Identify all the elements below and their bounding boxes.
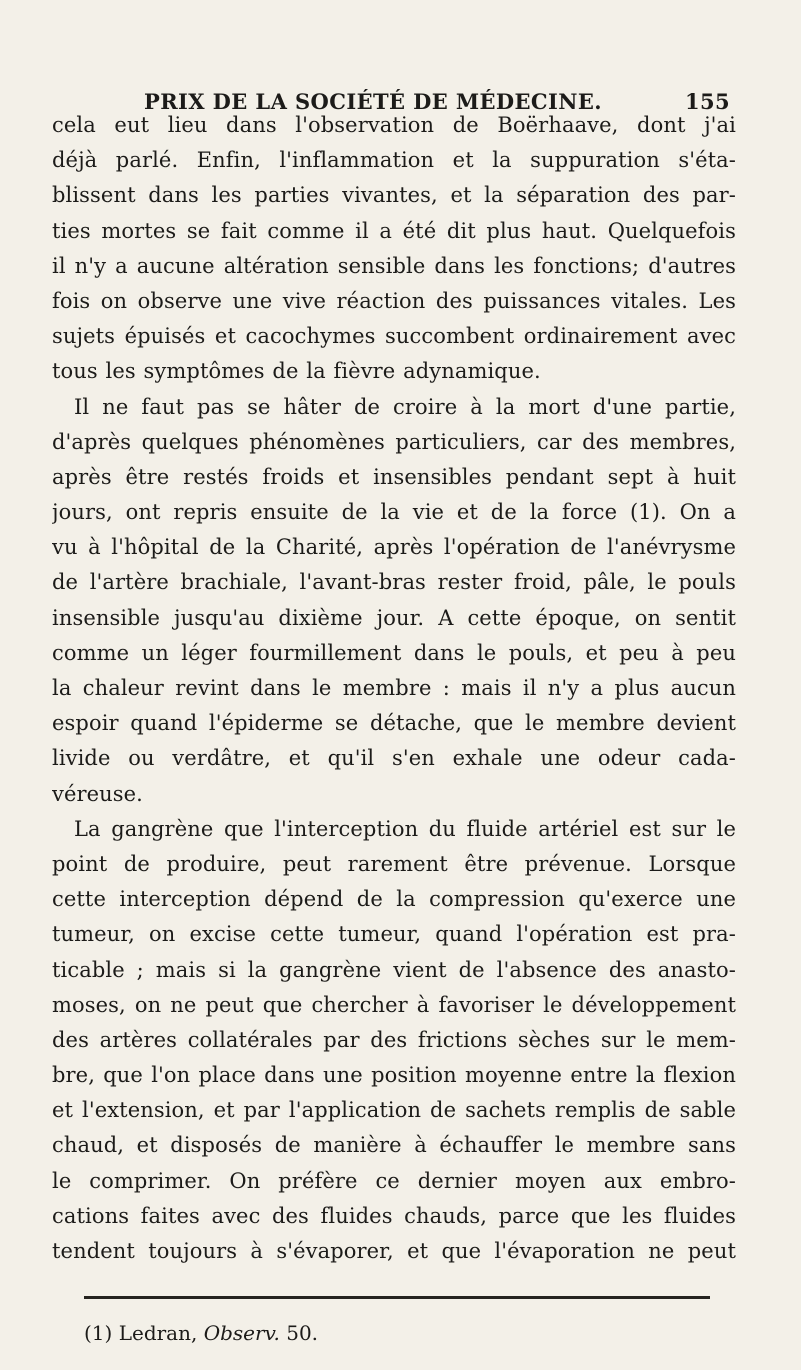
footnote-marker: (1)	[84, 1321, 113, 1345]
text-line: des artères collatérales par des frictions sèches sur le mem-	[52, 1027, 736, 1052]
text-line: après être restés froids et insensibles pendant sept à huit	[52, 464, 736, 489]
footnote-work: Observ.	[203, 1321, 280, 1345]
footnote-rule	[84, 1296, 710, 1299]
text-line: insensible jusqu'au dixième jour. A cette époque, on sentit	[52, 605, 736, 630]
footnote-author: Ledran,	[118, 1321, 198, 1345]
text-line: tumeur, on excise cette tumeur, quand l'opération est pra-	[52, 922, 736, 947]
text-line: livide ou verdâtre, et qu'il s'en exhale une odeur cada-	[52, 746, 736, 771]
text-line: jours, ont repris ensuite de la vie et de la force (1). On a	[52, 500, 736, 525]
text-line: ties mortes se fait comme il a été dit plus haut. Quelquefois	[52, 218, 736, 243]
text-line: d'après quelques phénomènes particuliers, car des membres,	[52, 429, 736, 454]
text-line: la chaleur revint dans le membre : mais il n'y a plus aucun	[52, 676, 736, 700]
text-line: cela eut lieu dans l'observation de Boërhaave, dont j'ai	[52, 113, 736, 137]
footnote	[84, 1321, 318, 1345]
text-line: il n'y a aucune altération sensible dans les fonctions; d'autres	[52, 253, 736, 278]
text-line: sujets épuisés et cacochymes succombent ordinairement avec	[52, 324, 736, 349]
text-line: moses, on ne peut que chercher à favoriser le développement	[52, 992, 736, 1017]
paragraph	[52, 108, 736, 390]
running-title: PRIX DE LA SOCIÉTÉ DE MÉDECINE.	[144, 89, 602, 114]
text-line: cations faites avec des fluides chauds, parce que les fluides	[52, 1203, 736, 1228]
text-line: chaud, et disposés de manière à échauffer le membre sans	[52, 1133, 736, 1158]
footnote-ref: 50.	[286, 1321, 319, 1345]
text-line: ticable ; mais si la gangrène vient de l'absence des anasto-	[52, 957, 736, 982]
text-line: véreuse.	[52, 781, 143, 806]
paragraphs	[52, 108, 736, 1269]
text-line: de l'artère brachiale, l'avant-bras rester froid, pâle, le pouls	[52, 570, 736, 595]
text-line: déjà parlé. Enfin, l'inflammation et la suppuration s'éta-	[52, 148, 736, 173]
text-line: vu à l'hôpital de la Charité, après l'opération de l'anévrysme	[52, 535, 736, 560]
text-line: espoir quand l'épiderme se détache, que le membre devient	[52, 711, 736, 736]
text-line: point de produire, peut rarement être prévenue. Lorsque	[52, 851, 736, 876]
paragraph	[52, 812, 736, 1269]
text-line: tendent toujours à s'évaporer, et que l'évaporation ne peut	[52, 1239, 736, 1263]
text-line: fois on observe une vive réaction des puissances vitales. Les	[52, 288, 736, 313]
text-line: bre, que l'on place dans une position moyenne entre la flexion	[52, 1063, 736, 1088]
paragraph	[52, 390, 736, 812]
text-line: Il ne faut pas se hâter de croire à la mort d'une partie,	[74, 394, 736, 419]
text-line: comme un léger fourmillement dans le pouls, et peu à peu	[52, 640, 736, 665]
text-line: tous les symptômes de la fièvre adynamique.	[52, 359, 541, 384]
text-line: et l'extension, et par l'application de sachets remplis de sable	[52, 1098, 736, 1123]
text-line: cette interception dépend de la compression qu'exerce une	[52, 887, 736, 912]
text-line: le comprimer. On préfère ce dernier moyen aux embro-	[52, 1168, 736, 1193]
text-line: blissent dans les parties vivantes, et la séparation des par-	[52, 183, 736, 208]
page-number: 155	[684, 89, 730, 114]
text-line: La gangrène que l'interception du fluide artériel est sur le	[74, 816, 736, 841]
body-text	[52, 108, 736, 1269]
